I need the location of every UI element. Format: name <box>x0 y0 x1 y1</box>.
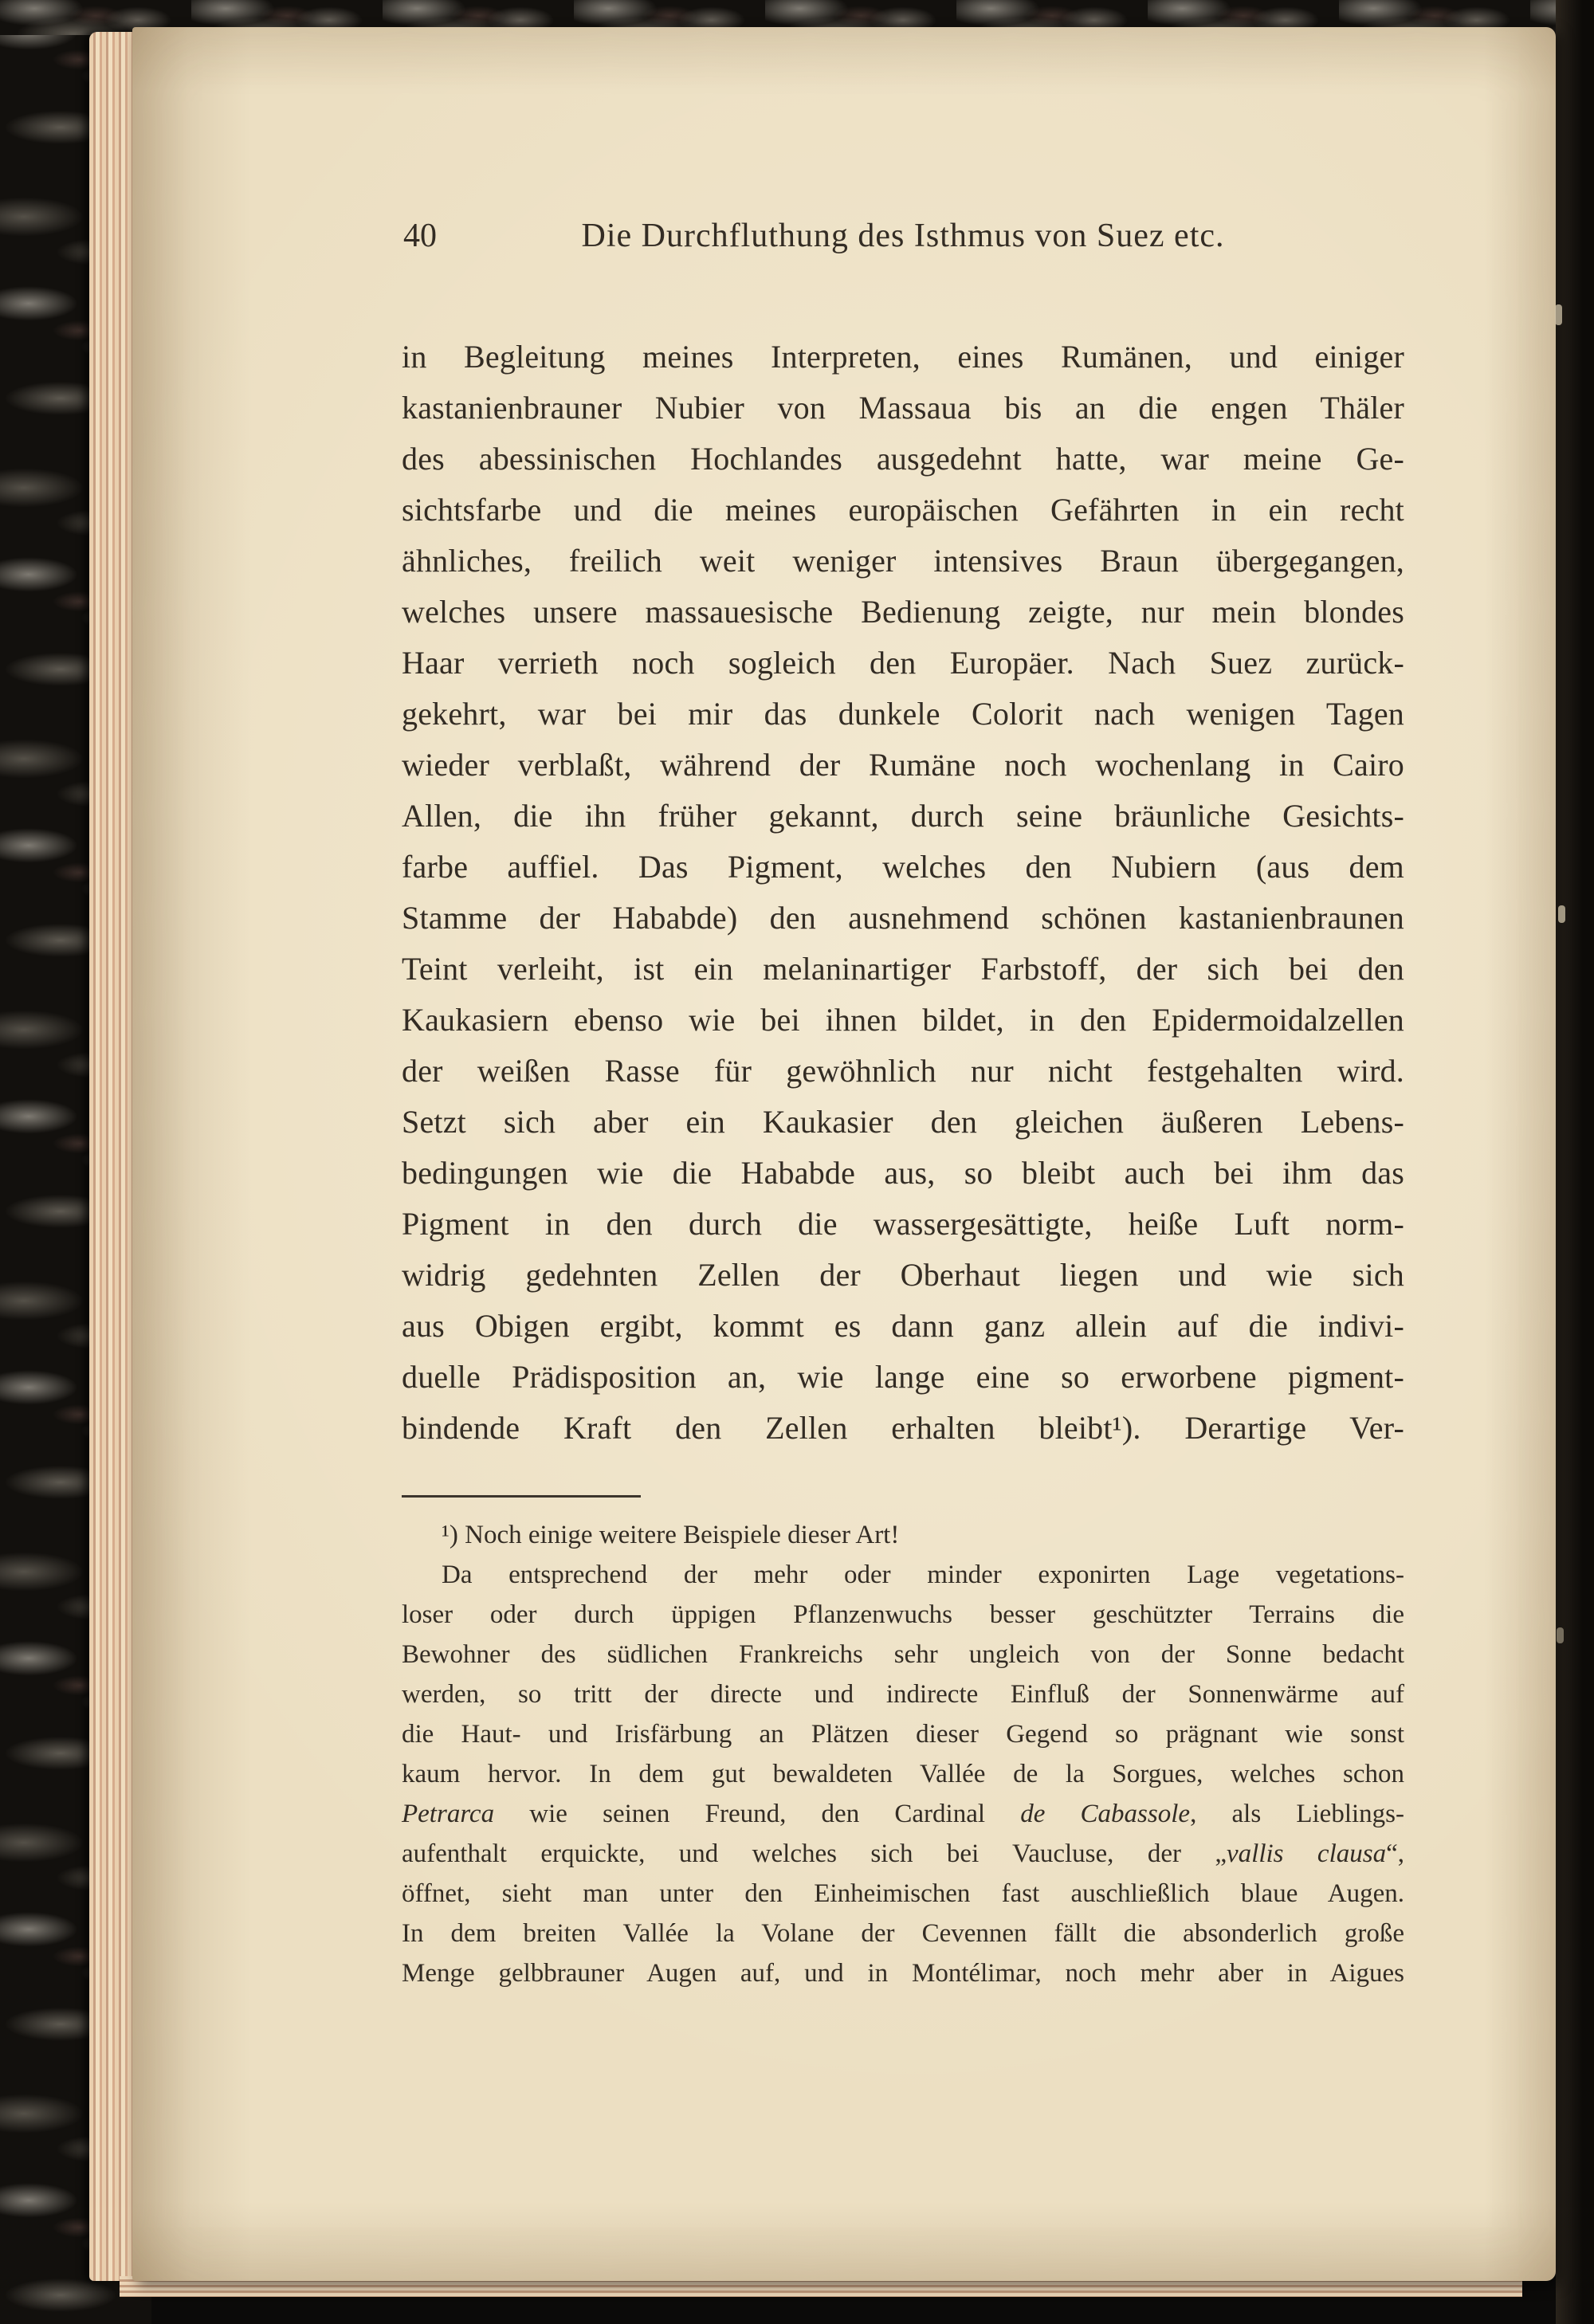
footnote-line: aufenthalt erquickte, und welches sich bei Vaucluse, der „vallis clausa“, <box>402 1839 1404 1868</box>
bookmark-thread <box>1558 905 1565 923</box>
body-text-line: gekehrt, war bei mir das dunkele Colorit nach wenigen Tagen <box>402 696 1404 732</box>
bookmark-thread <box>1555 304 1562 325</box>
body-text-line: Stamme der Hababde) den ausnehmend schönen kastanienbraunen <box>402 900 1404 936</box>
footnote-line: Petrarca wie seinen Freund, den Cardinal de Cabassole, als Lieblings- <box>402 1800 1404 1828</box>
footnote-line: werden, so tritt der directe und indirecte Einfluß der Sonnenwärme auf <box>402 1680 1404 1709</box>
body-text-line: farbe auffiel. Das Pigment, welches den Nubiern (aus dem <box>402 849 1404 885</box>
body-text-line: Allen, die ihn früher gekannt, durch seine bräunliche Gesichts- <box>402 798 1404 834</box>
body-text-line: Pigment in den durch die wassergesättigte, heiße Luft norm- <box>402 1206 1404 1242</box>
book-cover-right-edge <box>1556 0 1594 2324</box>
footnote-line: Menge gelbbrauner Augen auf, und in Montélimar, noch mehr aber in Aigues <box>402 1959 1404 1988</box>
footnote-line: ¹) Noch einige weitere Beispiele dieser Art! <box>442 1521 900 1549</box>
body-text-line: bedingungen wie die Hababde aus, so bleibt auch bei ihm das <box>402 1155 1404 1191</box>
body-text-line: welches unsere massauesische Bedienung zeigte, nur mein blondes <box>402 594 1404 630</box>
body-text-line: Setzt sich aber ein Kaukasier den gleichen äußeren Lebens- <box>402 1104 1404 1140</box>
page-edges-left <box>89 32 139 2281</box>
footnote-line: die Haut- und Irisfärbung an Plätzen dieser Gegend so prägnant wie sonst <box>402 1720 1404 1749</box>
footnote-line: Da entsprechend der mehr oder minder exponirten Lage vegetations- <box>442 1560 1404 1589</box>
body-text <box>402 332 1404 1454</box>
running-title: Die Durchfluthung des Isthmus von Suez etc. <box>581 218 1225 254</box>
bookmark-thread <box>1557 1627 1564 1643</box>
body-text-line: widrig gedehnten Zellen der Oberhaut liegen und wie sich <box>402 1257 1404 1293</box>
footnote-rule <box>402 1495 641 1498</box>
footnote-line: kaum hervor. In dem gut bewaldeten Vallée de la Sorgues, welches schon <box>402 1760 1404 1788</box>
book-page <box>132 27 1556 2281</box>
footnote <box>402 1515 1404 1993</box>
body-text-line: wieder verblaßt, während der Rumäne noch wochenlang in Cairo <box>402 747 1404 783</box>
body-text-line: duelle Prädisposition an, wie lange eine so erworbene pigment- <box>402 1359 1404 1395</box>
body-text-line: des abessinischen Hochlandes ausgedehnt hatte, war meine Ge- <box>402 441 1404 477</box>
footnote-line: In dem breiten Vallée la Volane der Cevennen fällt die absonderlich große <box>402 1919 1404 1948</box>
body-text-line: ähnliches, freilich weit weniger intensives Braun übergegangen, <box>402 543 1404 579</box>
footnote-line: loser oder durch üppigen Pflanzenwuchs besser geschützter Terrains die <box>402 1600 1404 1629</box>
body-text-line: Teint verleiht, ist ein melaninartiger Farbstoff, der sich bei den <box>402 951 1404 987</box>
body-text-line: kastanienbrauner Nubier von Massaua bis an die engen Thäler <box>402 390 1404 426</box>
footnote-line: öffnet, sieht man unter den Einheimischen fast auschließlich blaue Augen. <box>402 1879 1404 1908</box>
body-text-line: aus Obigen ergibt, kommt es dann ganz allein auf die indivi- <box>402 1308 1404 1344</box>
page-number: 40 <box>403 218 437 254</box>
body-text-line: bindende Kraft den Zellen erhalten bleibt¹). Derartige Ver- <box>402 1410 1404 1446</box>
body-text-line: der weißen Rasse für gewöhnlich nur nicht festgehalten wird. <box>402 1053 1404 1089</box>
footnote-line: Bewohner des südlichen Frankreichs sehr ungleich von der Sonne bedacht <box>402 1640 1404 1669</box>
body-text-line: Haar verrieth noch sogleich den Europäer. Nach Suez zurück- <box>402 645 1404 681</box>
body-text-line: in Begleitung meines Interpreten, eines Rumänen, und einiger <box>402 339 1404 375</box>
body-text-line: Kaukasiern ebenso wie bei ihnen bildet, in den Epidermoidalzellen <box>402 1002 1404 1038</box>
page-header <box>402 217 1404 263</box>
body-text-line: sichtsfarbe und die meines europäischen Gefährten in ein recht <box>402 492 1404 528</box>
page-content <box>402 217 1404 1993</box>
